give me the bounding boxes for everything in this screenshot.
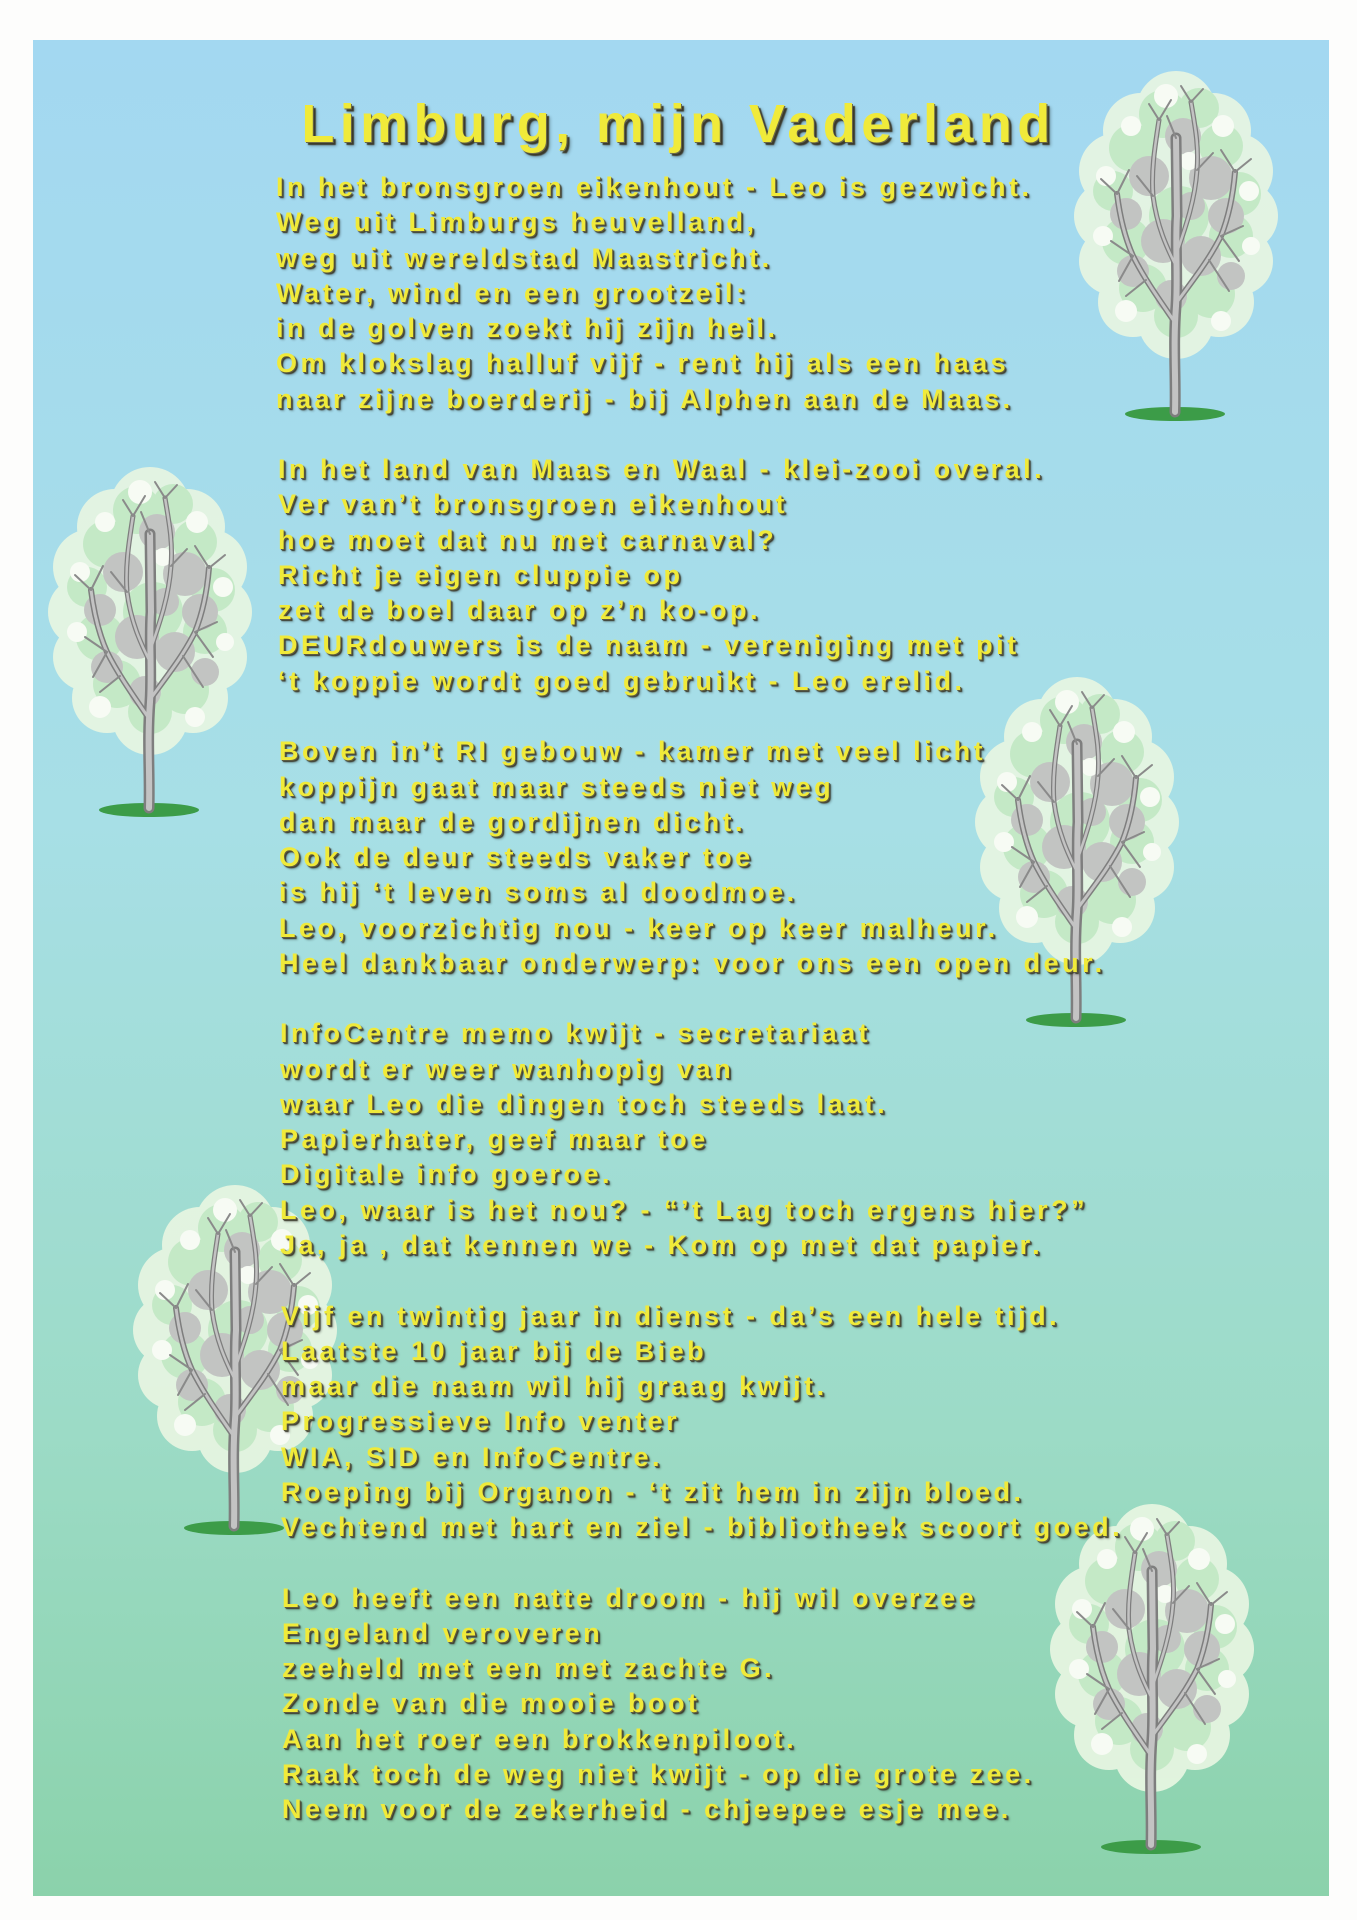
poem-line: Leo, voorzichtig nou - keer op keer malheur. [279,912,999,943]
poem-line: koppijn gaat maar steeds niet weg [279,771,835,802]
poem-line: Leo heeft een natte droom - hij wil overzee [282,1582,978,1613]
poem-line: In het bronsgroen eikenhout - Leo is gezwicht. [276,172,1033,202]
poem-line: wordt er weer wanhopig van [280,1053,735,1084]
stanza-2 [276,452,1123,699]
poem-line: Aan het roer een brokkenpiloot. [282,1723,798,1754]
poem-line: zet de boel daar op z’n ko-op. [278,595,762,626]
poem-line: Digitale info goeroe. [280,1159,614,1190]
poem-line: dan maar de gordijnen dicht. [279,806,747,837]
poem-line: maar die naam wil hij graag kwijt. [281,1371,828,1402]
poem-line: Papierhater, geef maar toe [280,1124,709,1155]
poem-line: weg uit wereldstad Maastricht. [276,242,773,273]
poem-line: InfoCentre memo kwijt - secretariaat [280,1018,872,1049]
poem-line: is hij ‘t leven soms al doodmoe. [279,877,798,908]
poem-line: Roeping bij Organon - ‘t zit hem in zijn bloed. [281,1476,1025,1507]
poem-line: Vechtend met hart en ziel - bibliotheek scoort goed. [281,1512,1124,1543]
poem-line: Richt je eigen cluppie op [278,559,684,590]
poem-line: Neem voor de zekerheid - chjeepee esje mee. [282,1794,1012,1825]
poem-line: In het land van Maas en Waal - klei-zooi overal. [278,454,1046,485]
poem-line: Raak toch de weg niet kwijt - op die grote zee. [282,1758,1035,1789]
poem-line: Progressieve Info venter [281,1406,681,1437]
poem-body [276,170,1123,1863]
stanza-4 [276,1016,1123,1263]
poem-line: Water, wind en een grootzeil: [276,277,749,308]
poem-line: WIA, SID en InfoCentre. [281,1441,664,1472]
stanza-1 [276,170,1123,417]
poem-line: Vijf en twintig jaar in dienst - da’s een hele tijd. [281,1300,1061,1331]
poem-line: Ja, ja , dat kennen we - Kom op met dat papier. [280,1229,1044,1260]
poem-line: waar Leo die dingen toch steeds laat. [280,1088,889,1119]
poem-line: in de golven zoekt hij zijn heil. [276,313,779,344]
poem-line: hoe moet dat nu met carnaval? [278,524,778,555]
poem-line: zeeheld met een met zachte G. [282,1653,776,1684]
poem-line: Om klokslag halluf vijf - rent hij als een haas [276,348,1010,379]
poem-line: Engeland veroveren [282,1617,604,1648]
poem-line: Ook de deur steeds vaker toe [279,842,754,873]
poem-line: Ver van’t bronsgroen eikenhout [278,489,789,520]
poem-line: Laatste 10 jaar bij de Bieb [281,1335,708,1366]
poem-line: ‘t koppie wordt goed gebruikt - Leo erelid. [278,665,966,696]
stanza-3 [276,734,1123,981]
poem-line: Weg uit Limburgs heuvelland, [276,207,758,238]
stanza-6 [276,1581,1123,1828]
poem-line: Boven in’t RI gebouw - kamer met veel licht [279,736,987,767]
tree-illustration-2 [48,467,252,817]
poem-line: naar zijne boerderij - bij Alphen aan de Maas. [276,383,1014,414]
poem-line: Leo, waar is het nou? - “’t Lag toch ergens hier?” [280,1194,1089,1225]
poem-line: Zonde van die mooie boot [282,1688,701,1719]
poem-title: Limburg, mijn Vaderland [301,94,1056,154]
poem-line: DEURdouwers is de naam - vereniging met pit [278,630,1020,661]
poem-line: Heel dankbaar onderwerp: voor ons een open deur. [279,947,1106,978]
stanza-5 [276,1299,1123,1546]
